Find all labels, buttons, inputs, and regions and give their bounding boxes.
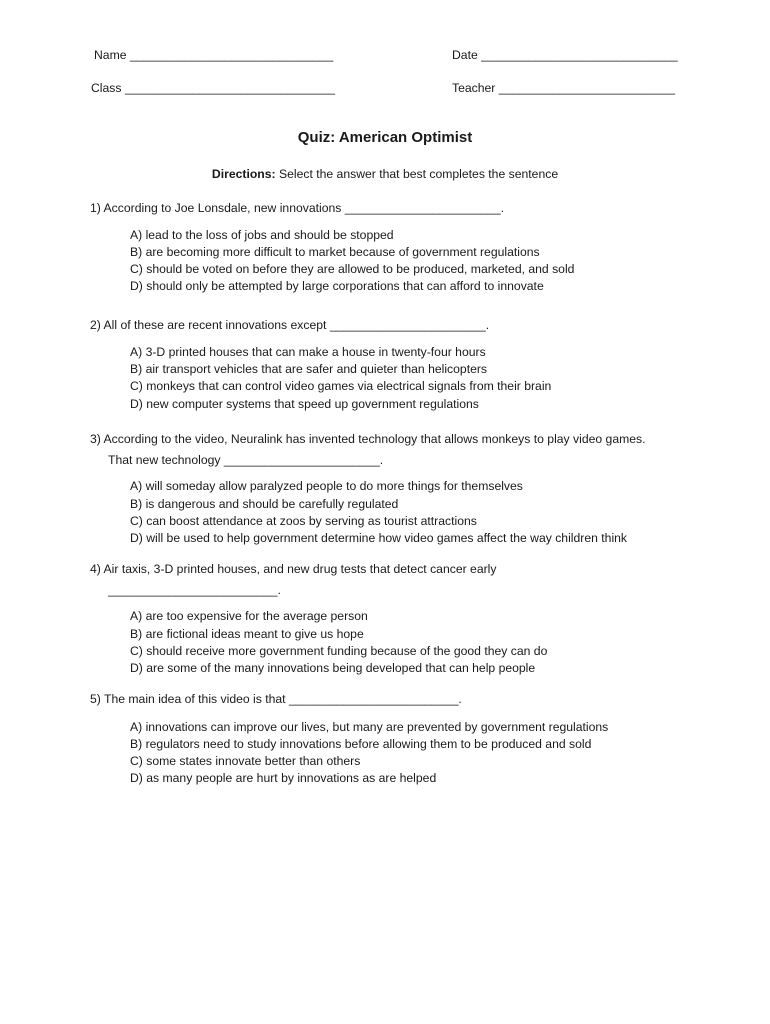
question-2-option-d: D) new computer systems that speed up government regulations [130,397,479,411]
question-1-option-c: C) should be voted on before they are allowed to be produced, marketed, and sold [130,262,575,276]
question-5-option-a: A) innovations can improve our lives, but many are prevented by government regulations [130,720,609,734]
question-1-stem: 1) According to Joe Lonsdale, new innovations _______________________. [90,201,505,215]
name-label: Name [94,48,127,62]
question-3-option-a: A) will someday allow paralyzed people to do more things for themselves [130,479,523,493]
name-blank: ______________________________ [129,48,334,62]
teacher-field [452,80,675,96]
directions-label: Directions: [211,167,276,181]
question-3-option-b: B) is dangerous and should be carefully regulated [130,497,399,511]
question-5-option-b: B) regulators need to study innovations before allowing them to be produced and sold [130,737,592,751]
question-5-option-c: C) some states innovate better than others [130,754,361,768]
teacher-label: Teacher [452,81,496,95]
question-5-option-d: D) as many people are hurt by innovations as are helped [130,771,437,785]
question-2-option-c: C) monkeys that can control video games via electrical signals from their brain [130,379,552,393]
date-field [452,47,678,63]
question-4-stem: 4) Air taxis, 3-D printed houses, and new drug tests that detect cancer early [90,562,497,576]
question-2-option-b: B) air transport vehicles that are safer and quieter than helicopters [130,362,488,376]
question-1-option-b: B) are becoming more difficult to market because of government regulations [130,245,540,259]
date-label: Date [452,48,478,62]
question-2-option-a: A) 3-D printed houses that can make a house in twenty-four hours [130,345,486,359]
date-blank: _____________________________ [481,48,678,62]
directions-text: Select the answer that best completes the sentence [278,167,559,181]
class-field [91,80,335,96]
class-blank: _______________________________ [124,81,335,95]
name-field [94,47,333,63]
question-4-option-a: A) are too expensive for the average person [130,609,368,623]
question-3-stem: 3) According to the video, Neuralink has invented technology that allows monkeys to play video games. [90,432,646,446]
teacher-blank: __________________________ [498,81,675,95]
question-4-option-b: B) are fictional ideas meant to give us hope [130,627,364,641]
question-1-option-a: A) lead to the loss of jobs and should be stopped [130,228,394,242]
question-4-stem-continued: _________________________. [108,583,281,597]
question-4-option-d: D) are some of the many innovations being developed that can help people [130,661,536,675]
class-label: Class [91,81,122,95]
quiz-title: Quiz: American Optimist [297,129,473,146]
question-1-option-d: D) should only be attempted by large corporations that can afford to innovate [130,279,544,293]
directions [0,166,770,182]
question-4-option-c: C) should receive more government funding because of the good they can do [130,644,548,658]
question-3-stem-continued: That new technology _______________________. [108,453,384,467]
question-2-stem: 2) All of these are recent innovations except _______________________. [90,318,490,332]
question-3-option-c: C) can boost attendance at zoos by serving as tourist attractions [130,514,477,528]
question-5-stem: 5) The main idea of this video is that _________________________. [90,692,462,706]
question-3-option-d: D) will be used to help government determine how video games affect the way children think [130,531,628,545]
